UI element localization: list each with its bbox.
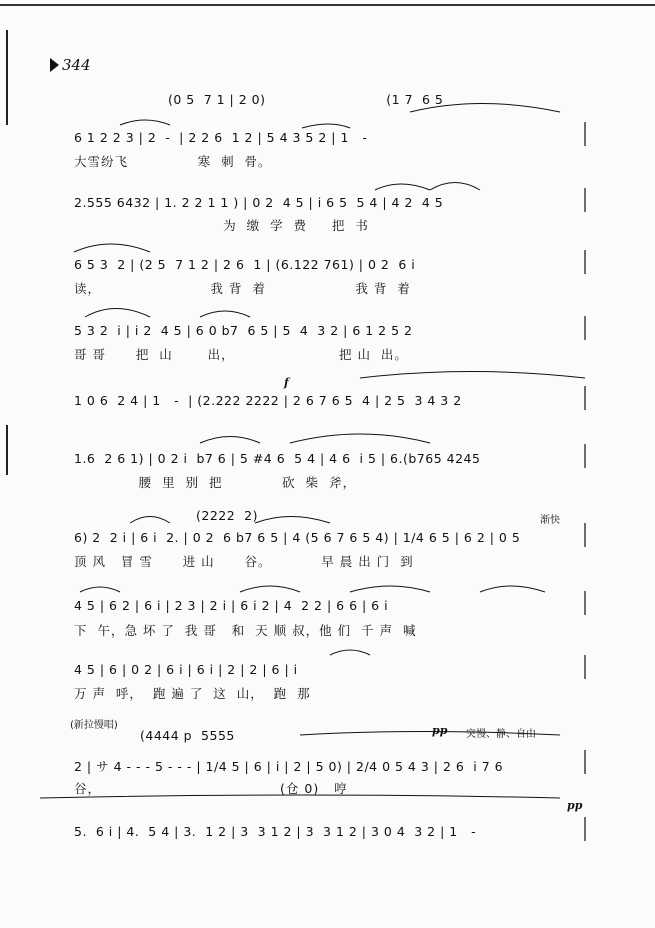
notation-line: 4 5 | 6 2 | 6 i | 2 3 | 2 i | 6 i 2 | 4 2 2 | 6 6 | 6 i [74,598,389,613]
notation-line: 4 5 | 6 | 0 2 | 6 i | 6 i | 2 | 2 | 6 | i [74,662,298,677]
notation-line: 5. 6 i | 4. 5 4 | 3. 1 2 | 3 3 1 2 | 3 3 1 2 | 3 0 4 3 2 | 1 - [74,824,477,839]
lyrics-line: 顶 风 冒 雪 进 山 谷。 早 晨 出 门 到 [74,554,414,569]
instrumental-line: (0 5 7 1 | 2 0) (1 7 6 5 [168,92,444,107]
instrumental-line: (4444 p 5555 [140,728,235,743]
notation-line: 1 0 6 2 4 | 1 - | (2.222 2222 | 2 6 7 6 5 4 | 2 5 3 4 3 2 [74,393,462,408]
tempo-mark: 渐快 [540,515,560,526]
lyrics-line: 谷， (仓 0) 哼 [74,781,348,796]
page-number: 344 [62,56,91,74]
notation-line: 1.6 2 6 1) | 0 2 i b7 6 | 5 #4 6 5 4 | 4 6 i 5 | 6.(b765 4245 [74,451,481,466]
lyrics-line: 哥 哥 把 山 出， 把 山 出。 [74,347,408,362]
lyrics-line: 读， 我 背 着 我 背 着 [74,281,411,296]
instrumental-line: (2222 2) [196,508,258,523]
lyrics-line: 腰 里 别 把 砍 柴 斧， [74,475,357,490]
notation-line: 6 5 3 2 | (2 5 7 1 2 | 2 6 1 | (6.122 761) | 0 2 6 i [74,257,416,272]
dynamic-mark: pp [567,799,583,812]
notation-line: 2.555 6432 | 1. 2 2 1 1 ) | 0 2 4 5 | i 6 5 5 4 | 4 2 4 5 [74,195,444,210]
dynamic-mark: pp [432,724,448,737]
performance-label: (新拉慢唱) [70,720,118,731]
tempo-mark: 突慢、静、自由 [466,729,536,740]
notation-line: 6) 2 2 i | 6 i 2. | 0 2 6 b7 6 5 | 4 (5 6 7 6 5 4) | 1/4 6 5 | 6 2 | 0 5 [74,530,521,545]
lyrics-line: 下 午，急 坏 了 我 哥 和 天 顺 叔，他 们 千 声 喊 [74,623,417,638]
lyrics-line: 大雪纷飞 寒 刺 骨。 [74,154,272,169]
dynamic-mark: f [284,376,289,389]
notation-line: 6 1 2 2 3 | 2 - | 2 2 6 1 2 | 5 4 3 5 2 | 1 - [74,130,368,145]
notation-line: 2 | サ 4 - - - 5 - - - | 1/4 5 | 6 | i | 2 | 5 0) | 2/4 0 5 4 3 | 2 6 i 7 6 [74,759,504,774]
lyrics-line: 为 缴 学 费 把 书 [74,218,369,233]
lyrics-line: 万 声 呼， 跑 遍 了 这 山， 跑 那 [74,686,311,701]
notation-line: 5 3 2 i | i 2 4 5 | 6 0 b7 6 5 | 5 4 3 2 | 6 1 2 5 2 [74,323,413,338]
